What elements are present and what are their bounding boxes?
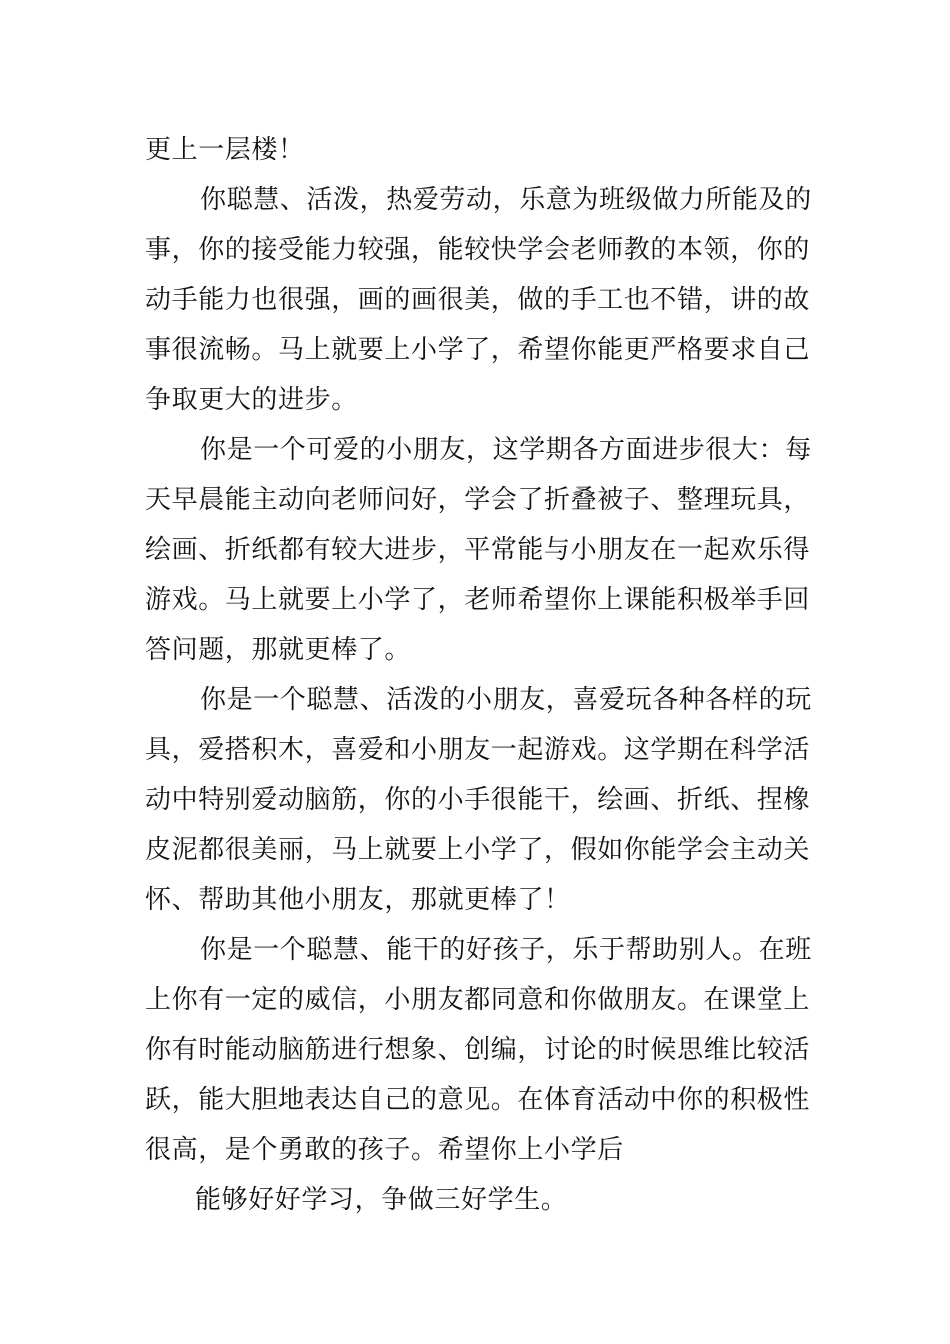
- paragraph-line: 你聪慧、活泼，热爱劳动，乐意为班级做力所能及的: [200, 185, 812, 215]
- paragraph-line: 具，爱搭积木，喜爱和小朋友一起游戏。这学期在科学活: [145, 735, 811, 765]
- paragraph-line: 你是一个聪慧、活泼的小朋友，喜爱玩各种各样的玩: [200, 685, 812, 715]
- paragraph-line: 你是一个可爱的小朋友，这学期各方面进步很大：每: [200, 435, 812, 465]
- paragraph-line: 能够好好学习，争做三好学生。: [195, 1185, 568, 1215]
- paragraph-line: 绘画、折纸都有较大进步，平常能与小朋友在一起欢乐得: [145, 535, 811, 565]
- paragraph-line: 很高，是个勇敢的孩子。希望你上小学后: [145, 1135, 624, 1165]
- paragraph-line: 你有时能动脑筋进行想象、创编，讨论的时候思维比较活: [145, 1035, 811, 1065]
- paragraph-line: 更上一层楼！: [145, 135, 305, 165]
- paragraph-line: 怀、帮助其他小朋友，那就更棒了！: [145, 885, 571, 915]
- document-body: [145, 125, 812, 1225]
- paragraph-line: 争取更大的进步。: [145, 385, 358, 415]
- paragraph-line: 天早晨能主动向老师问好，学会了折叠被子、整理玩具，: [145, 485, 811, 515]
- paragraph-line: 动手能力也很强，画的画很美，做的手工也不错，讲的故: [145, 285, 811, 315]
- paragraph-line: 游戏。马上就要上小学了，老师希望你上课能积极举手回: [145, 585, 811, 615]
- paragraph-line: 动中特别爱动脑筋，你的小手很能干，绘画、折纸、捏橡: [145, 785, 811, 815]
- paragraph-line: 事很流畅。马上就要上小学了，希望你能更严格要求自己: [145, 335, 811, 365]
- paragraph-line: 你是一个聪慧、能干的好孩子，乐于帮助别人。在班: [200, 935, 812, 965]
- paragraph-line: 跃，能大胆地表达自己的意见。在体育活动中你的积极性: [145, 1085, 811, 1115]
- paragraph-line: 上你有一定的威信，小朋友都同意和你做朋友。在课堂上: [145, 985, 811, 1015]
- paragraph-line: 事，你的接受能力较强，能较快学会老师教的本领，你的: [145, 235, 811, 265]
- paragraph-line: 皮泥都很美丽，马上就要上小学了，假如你能学会主动关: [145, 835, 811, 865]
- paragraph-line: 答问题，那就更棒了。: [145, 635, 412, 665]
